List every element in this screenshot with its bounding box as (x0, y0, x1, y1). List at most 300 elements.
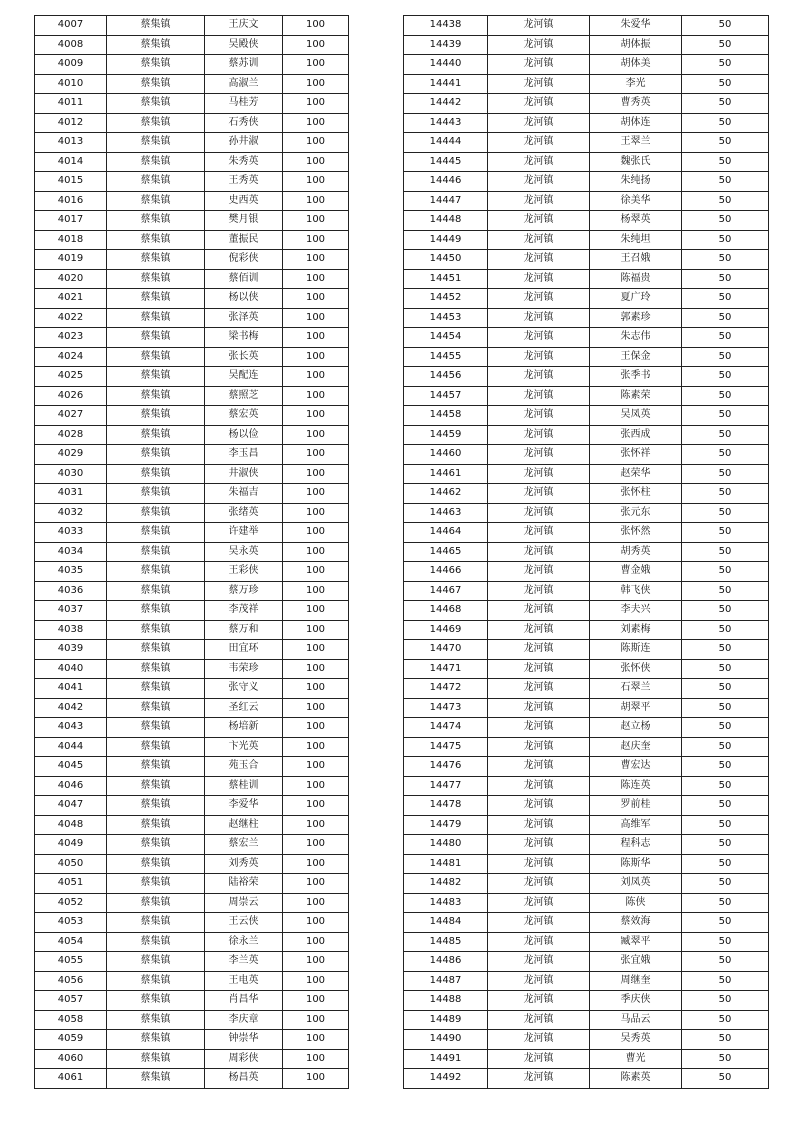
row-number-cell: 4053 (35, 913, 107, 933)
name-cell: 张西成 (590, 425, 682, 445)
row-number-cell: 14453 (404, 308, 488, 328)
name-cell: 石翠兰 (590, 679, 682, 699)
town-cell: 龙河镇 (488, 191, 590, 211)
row-number-cell: 4041 (35, 679, 107, 699)
name-cell: 吴秀英 (590, 1030, 682, 1050)
table-row (404, 1010, 769, 1030)
row-number-cell: 14441 (404, 74, 488, 94)
town-cell: 龙河镇 (488, 776, 590, 796)
table-row (35, 679, 349, 699)
row-number-cell: 4057 (35, 991, 107, 1011)
table-row (35, 16, 349, 36)
town-cell: 蔡集镇 (107, 172, 205, 192)
table-row (404, 230, 769, 250)
row-number-cell: 14491 (404, 1049, 488, 1069)
table-row (404, 991, 769, 1011)
name-cell: 李兰英 (205, 952, 283, 972)
table-row (35, 1010, 349, 1030)
name-cell: 张怀祥 (590, 445, 682, 465)
name-cell: 刘素梅 (590, 620, 682, 640)
name-cell: 李庆章 (205, 1010, 283, 1030)
amount-cell: 100 (283, 1030, 349, 1050)
amount-cell: 100 (283, 308, 349, 328)
town-cell: 蔡集镇 (107, 835, 205, 855)
name-cell: 王保金 (590, 347, 682, 367)
amount-cell: 100 (283, 913, 349, 933)
town-cell: 龙河镇 (488, 952, 590, 972)
town-cell: 蔡集镇 (107, 1010, 205, 1030)
name-cell: 李爱华 (205, 796, 283, 816)
row-number-cell: 4017 (35, 211, 107, 231)
town-cell: 龙河镇 (488, 542, 590, 562)
amount-cell: 100 (283, 113, 349, 133)
name-cell: 刘秀英 (205, 854, 283, 874)
town-cell: 龙河镇 (488, 893, 590, 913)
row-number-cell: 14454 (404, 328, 488, 348)
amount-cell: 100 (283, 328, 349, 348)
amount-cell: 100 (283, 620, 349, 640)
table-row (35, 1069, 349, 1089)
town-cell: 蔡集镇 (107, 152, 205, 172)
table-row (404, 815, 769, 835)
town-cell: 龙河镇 (488, 464, 590, 484)
row-number-cell: 4039 (35, 640, 107, 660)
row-number-cell: 4024 (35, 347, 107, 367)
name-cell: 李茂祥 (205, 601, 283, 621)
name-cell: 杨翠英 (590, 211, 682, 231)
amount-cell: 50 (682, 679, 769, 699)
town-cell: 蔡集镇 (107, 679, 205, 699)
name-cell: 刘凤英 (590, 874, 682, 894)
table-row (35, 386, 349, 406)
row-number-cell: 14450 (404, 250, 488, 270)
table-row (35, 523, 349, 543)
table-row (35, 757, 349, 777)
name-cell: 朱爱华 (590, 16, 682, 36)
name-cell: 周崇云 (205, 893, 283, 913)
table-row (35, 562, 349, 582)
name-cell: 蔡效海 (590, 913, 682, 933)
name-cell: 董振民 (205, 230, 283, 250)
table-row (404, 542, 769, 562)
table-row (404, 952, 769, 972)
row-number-cell: 4044 (35, 737, 107, 757)
row-number-cell: 4034 (35, 542, 107, 562)
row-number-cell: 14456 (404, 367, 488, 387)
name-cell: 夏广玲 (590, 289, 682, 309)
town-cell: 龙河镇 (488, 854, 590, 874)
table-row (35, 776, 349, 796)
town-cell: 蔡集镇 (107, 503, 205, 523)
town-cell: 龙河镇 (488, 991, 590, 1011)
amount-cell: 100 (283, 971, 349, 991)
town-cell: 蔡集镇 (107, 640, 205, 660)
amount-cell: 100 (283, 737, 349, 757)
amount-cell: 50 (682, 347, 769, 367)
town-cell: 蔡集镇 (107, 893, 205, 913)
amount-cell: 100 (283, 854, 349, 874)
name-cell: 臧翠平 (590, 932, 682, 952)
town-cell: 蔡集镇 (107, 562, 205, 582)
table-row (35, 698, 349, 718)
name-cell: 胡体连 (590, 113, 682, 133)
table-row (35, 620, 349, 640)
town-cell: 蔡集镇 (107, 854, 205, 874)
table-row (404, 289, 769, 309)
amount-cell: 50 (682, 367, 769, 387)
amount-cell: 50 (682, 35, 769, 55)
name-cell: 蔡万和 (205, 620, 283, 640)
name-cell: 朱纯坦 (590, 230, 682, 250)
amount-cell: 100 (283, 718, 349, 738)
table-row (35, 659, 349, 679)
table-row (35, 893, 349, 913)
name-cell: 圣红云 (205, 698, 283, 718)
name-cell: 石秀侠 (205, 113, 283, 133)
row-number-cell: 14479 (404, 815, 488, 835)
amount-cell: 50 (682, 1069, 769, 1089)
town-cell: 蔡集镇 (107, 347, 205, 367)
name-cell: 高维军 (590, 815, 682, 835)
name-cell: 魏张氏 (590, 152, 682, 172)
table-row (35, 113, 349, 133)
table-row (35, 55, 349, 75)
row-number-cell: 14487 (404, 971, 488, 991)
row-number-cell: 14488 (404, 991, 488, 1011)
name-cell: 张绪英 (205, 503, 283, 523)
table-row (35, 94, 349, 114)
name-cell: 杨以侠 (205, 289, 283, 309)
town-cell: 蔡集镇 (107, 133, 205, 153)
table-row (35, 484, 349, 504)
row-number-cell: 14486 (404, 952, 488, 972)
name-cell: 李玉昌 (205, 445, 283, 465)
name-cell: 赵庆奎 (590, 737, 682, 757)
table-row (35, 1049, 349, 1069)
table-row (35, 640, 349, 660)
table-row (35, 601, 349, 621)
row-number-cell: 14472 (404, 679, 488, 699)
amount-cell: 50 (682, 796, 769, 816)
amount-cell: 100 (283, 932, 349, 952)
table-row (404, 796, 769, 816)
town-cell: 龙河镇 (488, 133, 590, 153)
town-cell: 蔡集镇 (107, 328, 205, 348)
row-number-cell: 14444 (404, 133, 488, 153)
town-cell: 龙河镇 (488, 230, 590, 250)
town-cell: 蔡集镇 (107, 94, 205, 114)
row-number-cell: 4015 (35, 172, 107, 192)
amount-cell: 100 (283, 835, 349, 855)
table-row (404, 1069, 769, 1089)
name-cell: 王电英 (205, 971, 283, 991)
name-cell: 苑玉合 (205, 757, 283, 777)
row-number-cell: 4060 (35, 1049, 107, 1069)
town-cell: 龙河镇 (488, 308, 590, 328)
table-row (35, 1030, 349, 1050)
name-cell: 肖昌华 (205, 991, 283, 1011)
town-cell: 龙河镇 (488, 698, 590, 718)
amount-cell: 50 (682, 484, 769, 504)
name-cell: 蔡桂训 (205, 776, 283, 796)
left-roster-table (34, 15, 349, 1089)
town-cell: 龙河镇 (488, 718, 590, 738)
row-number-cell: 14461 (404, 464, 488, 484)
table-row (404, 406, 769, 426)
amount-cell: 50 (682, 913, 769, 933)
name-cell: 杨以俭 (205, 425, 283, 445)
town-cell: 龙河镇 (488, 523, 590, 543)
amount-cell: 100 (283, 94, 349, 114)
town-cell: 蔡集镇 (107, 16, 205, 36)
table-row (35, 191, 349, 211)
row-number-cell: 14465 (404, 542, 488, 562)
row-number-cell: 14446 (404, 172, 488, 192)
row-number-cell: 14475 (404, 737, 488, 757)
amount-cell: 50 (682, 386, 769, 406)
row-number-cell: 4022 (35, 308, 107, 328)
row-number-cell: 4037 (35, 601, 107, 621)
amount-cell: 50 (682, 991, 769, 1011)
amount-cell: 50 (682, 16, 769, 36)
table-row (35, 913, 349, 933)
row-number-cell: 14451 (404, 269, 488, 289)
amount-cell: 100 (283, 191, 349, 211)
row-number-cell: 4019 (35, 250, 107, 270)
table-row (404, 74, 769, 94)
table-row (404, 55, 769, 75)
table-row (404, 932, 769, 952)
table-row (404, 152, 769, 172)
row-number-cell: 14442 (404, 94, 488, 114)
row-number-cell: 4026 (35, 386, 107, 406)
amount-cell: 100 (283, 152, 349, 172)
table-row (404, 757, 769, 777)
table-row (404, 718, 769, 738)
row-number-cell: 14471 (404, 659, 488, 679)
amount-cell: 100 (283, 679, 349, 699)
table-row (35, 133, 349, 153)
town-cell: 龙河镇 (488, 386, 590, 406)
amount-cell: 100 (283, 425, 349, 445)
amount-cell: 100 (283, 523, 349, 543)
table-row (404, 464, 769, 484)
amount-cell: 100 (283, 74, 349, 94)
row-number-cell: 4058 (35, 1010, 107, 1030)
name-cell: 许建举 (205, 523, 283, 543)
town-cell: 龙河镇 (488, 406, 590, 426)
amount-cell: 50 (682, 854, 769, 874)
row-number-cell: 4038 (35, 620, 107, 640)
row-number-cell: 14478 (404, 796, 488, 816)
table-row (35, 445, 349, 465)
table-row (35, 874, 349, 894)
row-number-cell: 14467 (404, 581, 488, 601)
amount-cell: 100 (283, 464, 349, 484)
amount-cell: 100 (283, 601, 349, 621)
town-cell: 蔡集镇 (107, 484, 205, 504)
row-number-cell: 14455 (404, 347, 488, 367)
table-row (404, 386, 769, 406)
amount-cell: 50 (682, 328, 769, 348)
town-cell: 龙河镇 (488, 35, 590, 55)
amount-cell: 50 (682, 250, 769, 270)
table-row (404, 367, 769, 387)
name-cell: 马品云 (590, 1010, 682, 1030)
amount-cell: 50 (682, 737, 769, 757)
row-number-cell: 4014 (35, 152, 107, 172)
town-cell: 龙河镇 (488, 874, 590, 894)
name-cell: 杨培新 (205, 718, 283, 738)
table-row (35, 991, 349, 1011)
row-number-cell: 4009 (35, 55, 107, 75)
name-cell: 陈斯华 (590, 854, 682, 874)
row-number-cell: 4007 (35, 16, 107, 36)
name-cell: 朱纯扬 (590, 172, 682, 192)
amount-cell: 100 (283, 562, 349, 582)
amount-cell: 50 (682, 874, 769, 894)
amount-cell: 100 (283, 1049, 349, 1069)
row-number-cell: 14449 (404, 230, 488, 250)
name-cell: 张宜娥 (590, 952, 682, 972)
table-row (35, 952, 349, 972)
name-cell: 蔡苏训 (205, 55, 283, 75)
town-cell: 龙河镇 (488, 113, 590, 133)
town-cell: 蔡集镇 (107, 445, 205, 465)
amount-cell: 50 (682, 503, 769, 523)
table-row (404, 523, 769, 543)
town-cell: 蔡集镇 (107, 601, 205, 621)
table-row (404, 445, 769, 465)
town-cell: 蔡集镇 (107, 932, 205, 952)
table-row (404, 1030, 769, 1050)
amount-cell: 100 (283, 698, 349, 718)
amount-cell: 100 (283, 55, 349, 75)
amount-cell: 100 (283, 640, 349, 660)
town-cell: 蔡集镇 (107, 796, 205, 816)
row-number-cell: 4008 (35, 35, 107, 55)
row-number-cell: 14489 (404, 1010, 488, 1030)
town-cell: 蔡集镇 (107, 230, 205, 250)
amount-cell: 50 (682, 659, 769, 679)
town-cell: 龙河镇 (488, 55, 590, 75)
table-row (404, 581, 769, 601)
amount-cell: 50 (682, 172, 769, 192)
amount-cell: 100 (283, 133, 349, 153)
row-number-cell: 14457 (404, 386, 488, 406)
table-row (404, 484, 769, 504)
table-row (35, 581, 349, 601)
town-cell: 蔡集镇 (107, 815, 205, 835)
name-cell: 徐永兰 (205, 932, 283, 952)
town-cell: 龙河镇 (488, 737, 590, 757)
town-cell: 蔡集镇 (107, 659, 205, 679)
town-cell: 蔡集镇 (107, 874, 205, 894)
name-cell: 朱福吉 (205, 484, 283, 504)
table-row (404, 835, 769, 855)
town-cell: 龙河镇 (488, 1030, 590, 1050)
amount-cell: 50 (682, 698, 769, 718)
name-cell: 郭素珍 (590, 308, 682, 328)
name-cell: 蔡万珍 (205, 581, 283, 601)
table-row (404, 113, 769, 133)
row-number-cell: 4047 (35, 796, 107, 816)
amount-cell: 100 (283, 952, 349, 972)
row-number-cell: 4061 (35, 1069, 107, 1089)
town-cell: 龙河镇 (488, 1069, 590, 1089)
table-row (35, 269, 349, 289)
name-cell: 徐美华 (590, 191, 682, 211)
town-cell: 龙河镇 (488, 445, 590, 465)
row-number-cell: 14470 (404, 640, 488, 660)
table-row (35, 211, 349, 231)
name-cell: 蔡宏兰 (205, 835, 283, 855)
table-row (35, 74, 349, 94)
name-cell: 赵继柱 (205, 815, 283, 835)
name-cell: 王彩侠 (205, 562, 283, 582)
row-number-cell: 14492 (404, 1069, 488, 1089)
amount-cell: 100 (283, 484, 349, 504)
table-row (404, 133, 769, 153)
row-number-cell: 4018 (35, 230, 107, 250)
table-row (404, 308, 769, 328)
town-cell: 蔡集镇 (107, 523, 205, 543)
row-number-cell: 14440 (404, 55, 488, 75)
row-number-cell: 4023 (35, 328, 107, 348)
table-row (404, 347, 769, 367)
table-row (404, 172, 769, 192)
town-cell: 龙河镇 (488, 74, 590, 94)
town-cell: 龙河镇 (488, 679, 590, 699)
amount-cell: 50 (682, 445, 769, 465)
amount-cell: 100 (283, 289, 349, 309)
row-number-cell: 4050 (35, 854, 107, 874)
row-number-cell: 14485 (404, 932, 488, 952)
right-roster-table (403, 15, 769, 1089)
row-number-cell: 14438 (404, 16, 488, 36)
name-cell: 蔡佰训 (205, 269, 283, 289)
row-number-cell: 4011 (35, 94, 107, 114)
amount-cell: 100 (283, 16, 349, 36)
table-row (35, 367, 349, 387)
town-cell: 龙河镇 (488, 620, 590, 640)
town-cell: 蔡集镇 (107, 406, 205, 426)
town-cell: 龙河镇 (488, 347, 590, 367)
row-number-cell: 14439 (404, 35, 488, 55)
table-row (35, 172, 349, 192)
amount-cell: 100 (283, 991, 349, 1011)
name-cell: 曹秀英 (590, 94, 682, 114)
town-cell: 蔡集镇 (107, 1069, 205, 1089)
name-cell: 梁书梅 (205, 328, 283, 348)
name-cell: 李夫兴 (590, 601, 682, 621)
row-number-cell: 4031 (35, 484, 107, 504)
amount-cell: 100 (283, 211, 349, 231)
town-cell: 龙河镇 (488, 172, 590, 192)
town-cell: 龙河镇 (488, 152, 590, 172)
table-row (404, 659, 769, 679)
name-cell: 张元东 (590, 503, 682, 523)
town-cell: 龙河镇 (488, 503, 590, 523)
name-cell: 王云侠 (205, 913, 283, 933)
name-cell: 蔡照芝 (205, 386, 283, 406)
row-number-cell: 14448 (404, 211, 488, 231)
table-row (35, 835, 349, 855)
amount-cell: 50 (682, 308, 769, 328)
row-number-cell: 14460 (404, 445, 488, 465)
name-cell: 田宜环 (205, 640, 283, 660)
town-cell: 蔡集镇 (107, 289, 205, 309)
